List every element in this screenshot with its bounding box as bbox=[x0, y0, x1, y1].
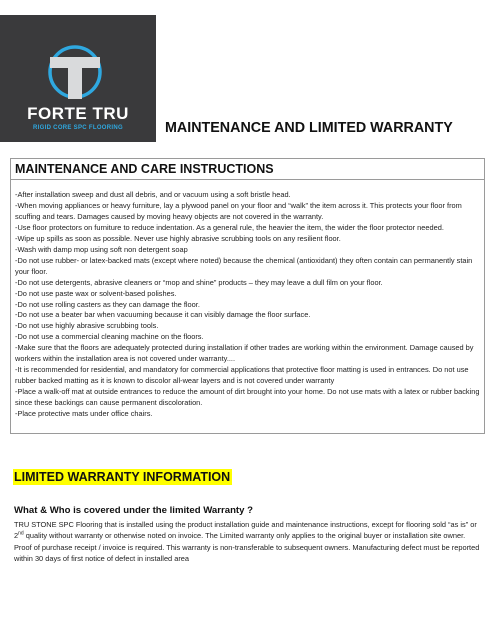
list-item: -Do not use a beater bar when vacuuming because it can visibly damage the floor surface. bbox=[15, 310, 311, 320]
list-item: -It is recommended for residential, and mandatory for commercial applications that protective floor matting is used in entrances. Do not use rubber backed matting as it is known to discolor all-wear layers and is not covered under warranty bbox=[15, 365, 469, 386]
page-title: MAINTENANCE AND LIMITED WARRANTY bbox=[165, 120, 453, 136]
list-item: -Place protective mats under office chairs. bbox=[15, 409, 153, 419]
maintenance-header bbox=[11, 159, 484, 180]
maintenance-heading: MAINTENANCE AND CARE INSTRUCTIONS bbox=[15, 162, 274, 176]
list-item: -Do not use a commercial cleaning machine on the floors. bbox=[15, 332, 204, 342]
list-item: -Do not use detergents, abrasive cleaners or “mop and shine” products – they may leave a dull film on your floor. bbox=[15, 277, 383, 287]
warranty-heading: LIMITED WARRANTY INFORMATION bbox=[14, 470, 231, 484]
warranty-coverage-heading: What & Who is covered under the limited Warranty ? bbox=[14, 505, 253, 516]
maintenance-list bbox=[15, 190, 483, 420]
warranty-text-part-2: quality without warranty or otherwise noted on invoice. The Limited warranty only applies to the original buyer or installation site owner. Proof of purchase receipt / invoice is required. This warranty is non-transferable to subsequent owners. Manufacturing defect must be reported within 30 days of first notice of defect in installed area bbox=[14, 531, 480, 563]
list-item: -When moving appliances or heavy furniture, lay a plywood panel on your floor and “walk” the item across it. This protects your floor from scuffing and tears. Damages caused by moving heavy objects are not covered in the warranty. bbox=[15, 200, 462, 221]
list-item: -Do not use rolling casters as they can damage the floor. bbox=[15, 299, 200, 309]
warranty-coverage-text bbox=[14, 519, 484, 564]
letter-t-mark-icon bbox=[44, 44, 106, 100]
list-item: -Do not use paste wax or solvent-based polishes. bbox=[15, 288, 177, 298]
list-item: -Make sure that the floors are adequately protected during installation if other trades are working within the environment. Damage caused by workers within the installation area is not covered under warranty.... bbox=[15, 343, 474, 364]
list-item: -After installation sweep and dust all debris, and or vacuum using a soft bristle head. bbox=[15, 190, 291, 199]
warranty-text-superscript: nd bbox=[18, 530, 24, 537]
list-item: -Do not use highly abrasive scrubbing tools. bbox=[15, 321, 159, 331]
brand-tagline: RIGID CORE SPC FLOORING bbox=[33, 125, 123, 131]
list-item: -Do not use rubber- or latex-backed mats (except where noted) because the chemical (antioxidant) they often contain can permanently stain your floor. bbox=[15, 255, 473, 276]
warranty-text-part-1: TRU STONE SPC Flooring that is installed using the product installation guide and maintenance instructions, except for flooring sold “as is” or 2 bbox=[14, 520, 477, 541]
maintenance-section bbox=[10, 158, 485, 434]
brand-name: FORTE TRU bbox=[27, 104, 129, 123]
list-item: -Use floor protectors on furniture to reduce indentation. As a general rule, the heavier the item, the wider the floor protector needed. bbox=[15, 222, 444, 232]
list-item: -Wipe up spills as soon as possible. Never use highly abrasive scrubbing tools on any resilient floor. bbox=[15, 233, 341, 243]
list-item: -Place a walk-off mat at outside entrances to reduce the amount of dirt brought into your home. Do not use mats with a latex or rubber backing since these backings can cause permanent discoloration. bbox=[15, 387, 480, 408]
brand-logo bbox=[0, 15, 156, 142]
list-item: -Wash with damp mop using soft non detergent soap bbox=[15, 244, 188, 254]
